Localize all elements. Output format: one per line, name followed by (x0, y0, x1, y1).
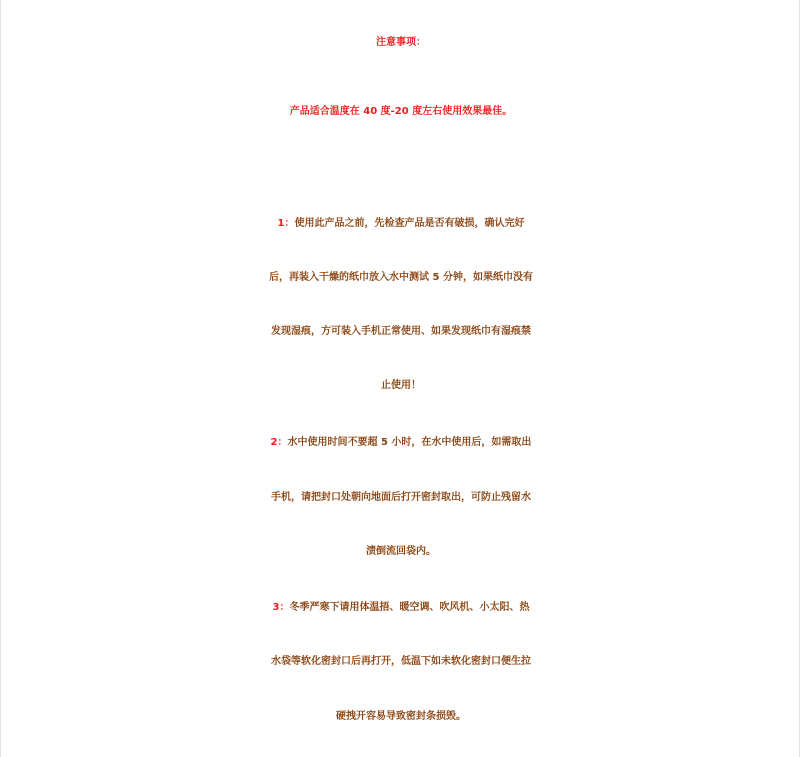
item-2-line-3: 渍倒流回袋内。 (366, 546, 436, 557)
temperature-note: 产品适合温度在 40 度-20 度左右使用效果最佳。 (289, 106, 513, 117)
page-title: 注意事项： (376, 37, 426, 48)
item-1-line-1 (1, 204, 800, 244)
item-1-line-2: 后，再装入干燥的纸巾放入水中测试 5 分钟，如果纸巾没有 (269, 272, 533, 283)
item-2-line-2: 手机，请把封口处朝向地面后打开密封取出，可防止残留水 (271, 492, 531, 503)
item-2-text: 水中使用时间不要超 5 小时，在水中使用后，如需取出 (287, 437, 532, 448)
item-3-line-2: 水袋等软化密封口后再打开，低温下如未软化密封口便生拉 (271, 656, 531, 667)
item-1-line-4: 止使用！ (381, 380, 421, 391)
item-3-line-3: 硬拽开容易导致密封条损毁。 (336, 711, 466, 722)
item-2-number: 2： (270, 437, 288, 448)
item-1-number: 1： (277, 218, 295, 229)
item-3-text: 冬季严寒下请用体温捂、暖空调、吹风机、小太阳、热 (289, 602, 530, 613)
item-3-line-1 (1, 588, 800, 628)
item-2-line-1 (1, 423, 800, 463)
item-3-number: 3： (272, 602, 290, 613)
item-1-line-3: 发现湿痕，方可装入手机正常使用、如果发现纸巾有湿痕禁 (271, 326, 531, 337)
item-1-text: 使用此产品之前，先检查产品是否有破损，确认完好 (294, 218, 525, 229)
